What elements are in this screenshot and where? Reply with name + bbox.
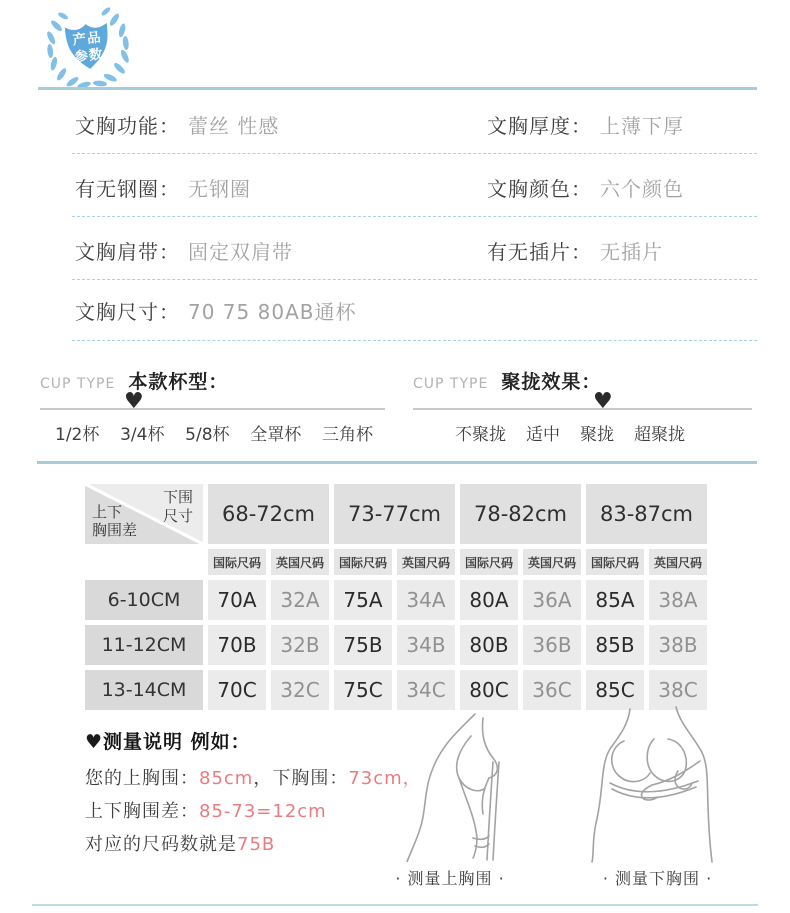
laurel-shield-icon [36, 4, 140, 90]
caption-under-bust: · 测量下胸围 · [602, 869, 713, 888]
attr-underwire [75, 173, 251, 202]
row-header-diff: 13-14CM [85, 670, 203, 710]
size-cell: 80A [460, 580, 518, 620]
size-cell: 32C [271, 670, 329, 710]
attr-value: 无钢圈 [188, 177, 251, 201]
size-cell: 36A [523, 580, 581, 620]
push-option: 适中 [526, 425, 560, 445]
size-cell: 80B [460, 625, 518, 665]
attr-bra-function [75, 110, 279, 139]
dashed-divider [72, 216, 757, 217]
band-header: 73-77cm [334, 484, 455, 544]
middle-divider [37, 461, 757, 464]
measure-line-3: 对应的尺码数就是75B [85, 834, 276, 855]
cup-option: 三角杯 [321, 425, 373, 445]
under-bust-measure-illustration [578, 705, 733, 863]
attr-value: 固定双肩带 [188, 240, 293, 264]
size-cell: 34B [397, 625, 455, 665]
band-header: 68-72cm [208, 484, 329, 544]
uk-size-header: 英国尺码 [649, 549, 707, 575]
uk-size-header: 英国尺码 [523, 549, 581, 575]
attr-label: 文胸功能： [75, 114, 180, 138]
push-effect-eyebrow: CUP TYPE [413, 376, 489, 392]
intl-size-header: 国际尺码 [208, 549, 266, 575]
attr-label: 有无钢圈： [75, 177, 180, 201]
dashed-divider [72, 279, 757, 280]
attr-value: 六个颜色 [600, 177, 684, 201]
push-effect-title: 聚拢效果： [501, 371, 602, 393]
cup-type-eyebrow: CUP TYPE [40, 376, 116, 392]
attr-label: 文胸颜色： [487, 177, 592, 201]
size-cell: 85A [586, 580, 644, 620]
attr-straps [75, 236, 293, 265]
intl-size-header: 国际尺码 [586, 549, 644, 575]
heart-icon: ♥ [85, 731, 104, 753]
attr-insert-pads [487, 236, 663, 265]
recommended-size-value: 75B [237, 834, 276, 855]
size-table-corner-cell [85, 484, 203, 544]
badge-text-line2: 参数 [73, 46, 105, 66]
push-option: 聚拢 [580, 425, 614, 445]
size-cell: 38A [649, 580, 707, 620]
measure-upper-bust-figure-icon [383, 712, 533, 862]
size-cell: 70B [208, 625, 266, 665]
measure-guide-title: ♥测量说明 例如： [85, 731, 251, 753]
corner-underband-label: 下围 尺寸 [162, 488, 193, 525]
size-cell: 34A [397, 580, 455, 620]
push-effect-slider-track [413, 408, 752, 410]
attr-value: 蕾丝 性感 [188, 114, 280, 138]
dashed-divider [72, 340, 757, 341]
cup-type-options [55, 420, 373, 445]
attr-label: 有无插片： [487, 240, 592, 264]
attr-label: 文胸肩带： [75, 240, 180, 264]
size-cell: 38B [649, 625, 707, 665]
uk-size-header: 英国尺码 [271, 549, 329, 575]
cup-option: 1/2杯 [55, 425, 100, 445]
size-cell: 70C [208, 670, 266, 710]
size-cell: 36B [523, 625, 581, 665]
caption-upper-bust: · 测量上胸围 · [395, 869, 505, 888]
cup-option: 全罩杯 [250, 425, 302, 445]
size-cell: 85C [586, 670, 644, 710]
cup-type-slider-track [40, 408, 385, 410]
top-divider [38, 87, 757, 90]
under-bust-value: 73cm， [348, 768, 422, 789]
band-header: 78-82cm [460, 484, 581, 544]
product-params-badge [36, 4, 140, 90]
attr-bra-color [487, 173, 684, 202]
size-cell: 85B [586, 625, 644, 665]
push-option: 超聚拢 [634, 425, 685, 445]
cup-type-selected-heart-icon: ♥ [124, 389, 144, 414]
corner-diff-label: 上下 胸围差 [92, 502, 138, 540]
measure-line-1: 您的上胸围：85cm，下胸围：73cm， [85, 768, 422, 789]
attr-bra-size [75, 296, 356, 325]
attr-label: 文胸厚度： [487, 114, 592, 138]
row-header-diff: 11-12CM [85, 625, 203, 665]
size-cell: 75A [334, 580, 392, 620]
attr-label: 文胸尺寸： [75, 300, 180, 324]
size-cell: 32B [271, 625, 329, 665]
attr-value: 70 75 80AB通杯 [188, 300, 357, 324]
bust-diff-value: 85-73=12cm [199, 801, 327, 822]
push-effect-header [413, 367, 601, 394]
band-header: 83-87cm [586, 484, 707, 544]
row-header-diff: 6-10CM [85, 580, 203, 620]
intl-size-header: 国际尺码 [334, 549, 392, 575]
bottom-divider [32, 904, 758, 906]
size-cell: 32A [271, 580, 329, 620]
measure-under-bust-figure-icon [578, 705, 733, 863]
intl-size-header: 国际尺码 [460, 549, 518, 575]
size-cell: 80C [460, 670, 518, 710]
upper-bust-measure-illustration [383, 712, 533, 862]
attr-value: 上薄下厚 [600, 114, 684, 138]
size-cell: 38C [649, 670, 707, 710]
size-cell: 75B [334, 625, 392, 665]
measure-line-2: 上下胸围差：85-73=12cm [85, 801, 327, 822]
attr-value: 无插片 [600, 240, 663, 264]
upper-bust-value: 85cm [199, 768, 254, 789]
size-table [85, 484, 707, 710]
cup-type-title: 本款杯型： [128, 371, 229, 393]
push-effect-selected-heart-icon: ♥ [593, 389, 613, 414]
uk-size-header: 英国尺码 [397, 549, 455, 575]
size-cell: 75C [334, 670, 392, 710]
cup-option: 3/4杯 [120, 425, 165, 445]
size-cell: 70A [208, 580, 266, 620]
size-cell: 34C [397, 670, 455, 710]
spacer-cell [85, 549, 203, 575]
dashed-divider [72, 153, 757, 154]
size-cell: 36C [523, 670, 581, 710]
push-effect-options [455, 420, 685, 445]
push-option: 不聚拢 [455, 425, 506, 445]
attr-bra-thickness [487, 110, 684, 139]
cup-option: 5/8杯 [185, 425, 230, 445]
badge-text-line1: 产品 [71, 29, 103, 49]
